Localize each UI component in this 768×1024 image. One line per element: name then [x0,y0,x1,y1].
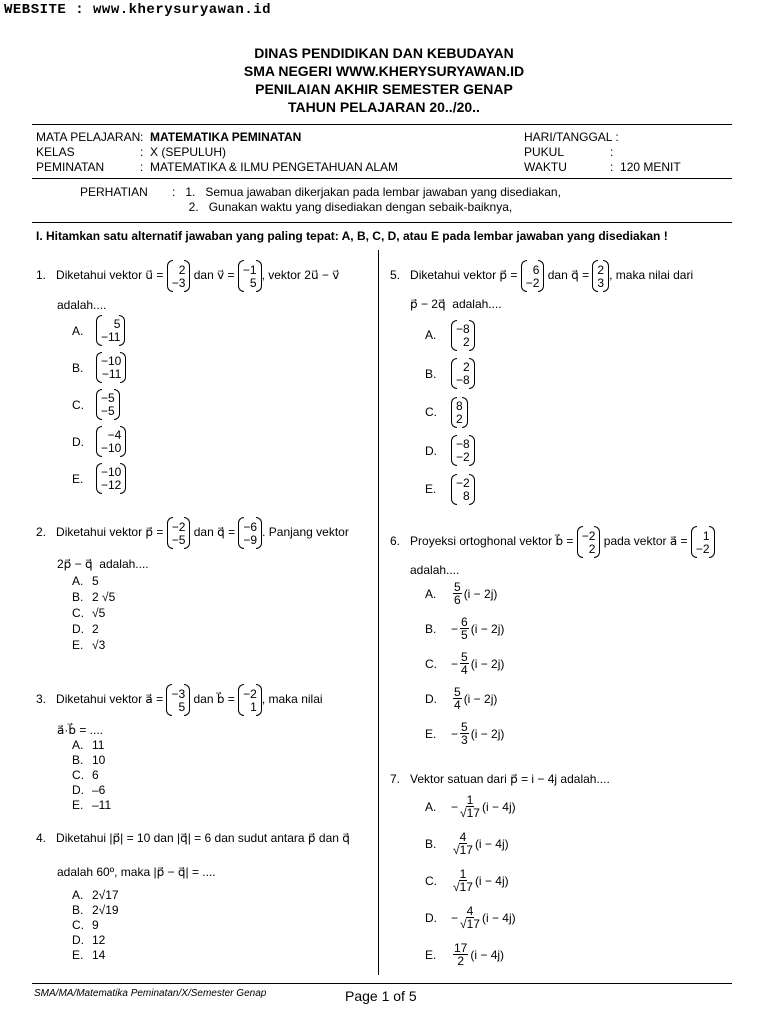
info-values [150,130,398,175]
fraction: $\frac{1}{√17}$ [460,793,480,820]
perhatian-items: : 1. Semua jawaban dikerjakan pada lembar jawaban yang disediakan, 2. Gunakan waktu yang disediakan dengan sebaik-baiknya, [172,185,561,214]
fraction-sign: − [451,726,459,741]
option-d[interactable]: D. –6 [72,783,106,797]
section-title: I. Hitamkan satu alternatif jawaban yang paling tepat: A, B, C, D, atau E pada lembar jawaban yang disediakan ! [36,229,668,243]
divider-top [32,124,732,125]
question-4: 4. Diketahui |p⃗| = 10 dan |q⃗| = 6 dan sudut antara p⃗ dan q⃗ [36,831,350,845]
option-a[interactable]: A. 5 −11 [72,312,126,349]
question-6-tail: adalah.... [410,563,460,577]
vector-b: −2 2 [577,528,601,556]
option-c[interactable]: C. −5 −5 [72,386,126,423]
option-a[interactable]: A. $\frac{5}{6}$ (i − 2j) [425,580,498,607]
question-2-options [72,573,115,653]
fraction-tail: (i − 4j) [474,873,509,888]
header-line-3: PENILAIAN AKHIR SEMESTER GENAP [255,81,513,97]
option-c[interactable]: C. 8 2 [425,393,475,432]
header-line-2: SMA NEGERI WWW.KHERYSURYAWAN.ID [243,63,525,79]
option-b[interactable]: B. −10 −11 [72,349,126,386]
question-6-options [425,576,504,751]
fraction: $\frac{5}{4}$ [461,650,468,677]
waktu-label: WAKTU [524,160,567,174]
fraction-tail: (i − 4j) [481,799,516,814]
question-3-options [72,738,111,813]
question-2-tail: 2p⃗ − q⃗ adalah.... [57,557,149,571]
fraction: $\frac{5}{4}$ [454,685,461,712]
option-e[interactable]: E. −2 8 [425,470,475,509]
question-4-options [72,888,119,963]
fraction-sign: − [451,621,459,636]
fraction: $\frac{1}{√17}$ [453,867,473,894]
divider-info [32,178,732,179]
perhatian-item-1: Semua jawaban dikerjakan pada lembar jawaban yang disediakan, [205,185,561,199]
vector-p: −2 −5 [167,519,191,547]
info-right-colons: : : 120 MENIT [610,145,681,174]
option-b[interactable]: B. 2 −8 [425,355,475,394]
question-4-tail: adalah 60º, maka |p⃗ − q⃗| = .... [57,865,216,879]
vector-a: −3 5 [166,686,190,714]
question-1: 1. Diketahui vektor u⃗ = 2 −3 dan v⃗ = −1 5 , vektor 2u⃗ − v⃗ [36,263,340,290]
perhatian-label: PERHATIAN [80,185,148,199]
header-line-4: TAHUN PELAJARAN 20../20.. [288,99,480,115]
fraction-sign: − [451,910,459,925]
question-3: 3. Diketahui vektor a⃗ = −3 5 dan b⃗ = −2 1 , maka nilai [36,687,323,714]
option-b[interactable]: B. 2 √5 [72,590,116,604]
column-divider [378,250,379,975]
option-b[interactable]: B. 2√19 [72,903,119,917]
hari-label: HARI/TANGGAL : [524,130,619,144]
kelas-value: X (SEPULUH) [150,145,227,159]
question-2: 2. Diketahui vektor p⃗ = −2 −5 dan q⃗ = −6 −9 . Panjang vektor [36,520,349,547]
question-7: 7. Vektor satuan dari p⃗ = i − 4j adalah.... [390,772,610,786]
question-5-options [425,316,475,509]
option-a[interactable]: A. −8 2 [425,316,475,355]
fraction: $\frac{5}{6}$ [454,580,461,607]
question-1-tail: adalah.... [57,298,107,312]
option-b[interactable]: B. 10 [72,753,106,767]
pukul-label: PUKUL [524,145,565,159]
vector-p: 6 −2 [521,262,545,290]
perhatian-item-2: Gunakan waktu yang disediakan dengan sebaik-baiknya, [208,200,513,214]
document-header [0,44,768,116]
option-c[interactable]: C. √5 [72,606,106,620]
question-3-tail: a⃗·b⃗ = .... [57,723,103,737]
fraction-tail: (i − 2j) [463,586,498,601]
fraction-sign: − [451,799,459,814]
option-a[interactable]: A. 5 [72,574,99,588]
kelas-label: KELAS [36,145,75,159]
option-c[interactable]: C. $\frac{1}{√17}$ (i − 4j) [425,867,509,894]
option-a[interactable]: A. − $\frac{1}{√17}$ (i − 4j) [425,793,516,820]
option-e[interactable]: E. √3 [72,638,106,652]
footer-text: SMA/MA/Matematika Peminatan/X/Semester Genap [34,988,267,999]
fraction-tail: (i − 2j) [470,726,505,741]
option-e[interactable]: E. 14 [72,948,106,962]
vector-q: 2 3 [592,262,609,290]
option-d[interactable]: D. 12 [72,933,106,947]
option-e[interactable]: E. −10 −12 [72,460,126,497]
peminatan-value: MATEMATIKA & ILMU PENGETAHUAN ALAM [150,160,399,174]
info-colons: : : : [140,130,144,174]
info-right-labels [524,130,619,175]
option-d[interactable]: D. −4 −10 [72,423,126,460]
header-line-1: DINAS PENDIDIKAN DAN KEBUDAYAN [254,45,514,61]
info-labels [36,130,140,175]
fraction-tail: (i − 2j) [463,691,498,706]
mapel-label: MATA PELAJARAN [36,130,141,144]
vector-q: −6 −9 [238,519,262,547]
option-a[interactable]: A. 2√17 [72,888,119,902]
fraction-sign: − [451,656,459,671]
question-5-tail: p⃗ − 2q⃗ adalah.... [410,297,502,311]
option-e[interactable]: E. –11 [72,798,112,812]
website-text: WEBSITE : www.kherysuryawan.id [4,2,272,18]
fraction: $\frac{5}{3}$ [461,720,468,747]
option-c[interactable]: C. 9 [72,918,99,932]
vector-u: 2 −3 [167,262,191,290]
option-b[interactable]: B. − $\frac{6}{5}$ (i − 2j) [425,615,505,642]
fraction: $\frac{4}{√17}$ [453,830,473,857]
question-6: 6. Proyeksi ortoghonal vektor b⃗ = −2 2 pada vektor a⃗ = 1 −2 [390,528,730,556]
option-d[interactable]: D. 2 [72,622,99,636]
question-1-options [72,312,126,497]
question-7-options [425,788,516,973]
fraction-tail: (i − 2j) [470,621,505,636]
mapel-value: MATEMATIKA PEMINATAN [150,130,302,144]
option-e[interactable]: E. − $\frac{5}{3}$ (i − 2j) [425,720,505,747]
fraction-tail: (i − 2j) [470,656,505,671]
option-d[interactable]: D. − $\frac{4}{√17}$ (i − 4j) [425,904,516,931]
fraction-tail: (i − 4j) [470,947,505,962]
peminatan-label: PEMINATAN [36,160,105,174]
option-c[interactable]: C. 6 [72,768,99,782]
option-a[interactable]: A. 11 [72,738,105,752]
fraction-tail: (i − 4j) [481,910,516,925]
vector-a: 1 −2 [691,528,715,556]
waktu-value: 120 MENIT [620,160,681,174]
vector-b: −2 1 [238,686,262,714]
fraction: $\frac{6}{5}$ [461,615,468,642]
fraction-tail: (i − 4j) [474,836,509,851]
divider-footer [32,983,732,984]
vector-v: −1 5 [238,262,262,290]
page-number: Page 1 of 5 [345,988,417,1004]
divider-section [32,222,732,223]
option-b[interactable]: B. $\frac{4}{√17}$ (i − 4j) [425,830,509,857]
option-e[interactable]: E. $\frac{17}{2}$ (i − 4j) [425,941,505,968]
option-d[interactable]: D. $\frac{5}{4}$ (i − 2j) [425,685,498,712]
question-5: 5. Diketahui vektor p⃗ = 6 −2 dan q⃗ = 2 3 , maka nilai dari [390,263,694,290]
fraction: $\frac{17}{2}$ [454,941,468,968]
option-c[interactable]: C. − $\frac{5}{4}$ (i − 2j) [425,650,505,677]
fraction: $\frac{4}{√17}$ [460,904,480,931]
option-d[interactable]: D. −8 −2 [425,432,475,471]
